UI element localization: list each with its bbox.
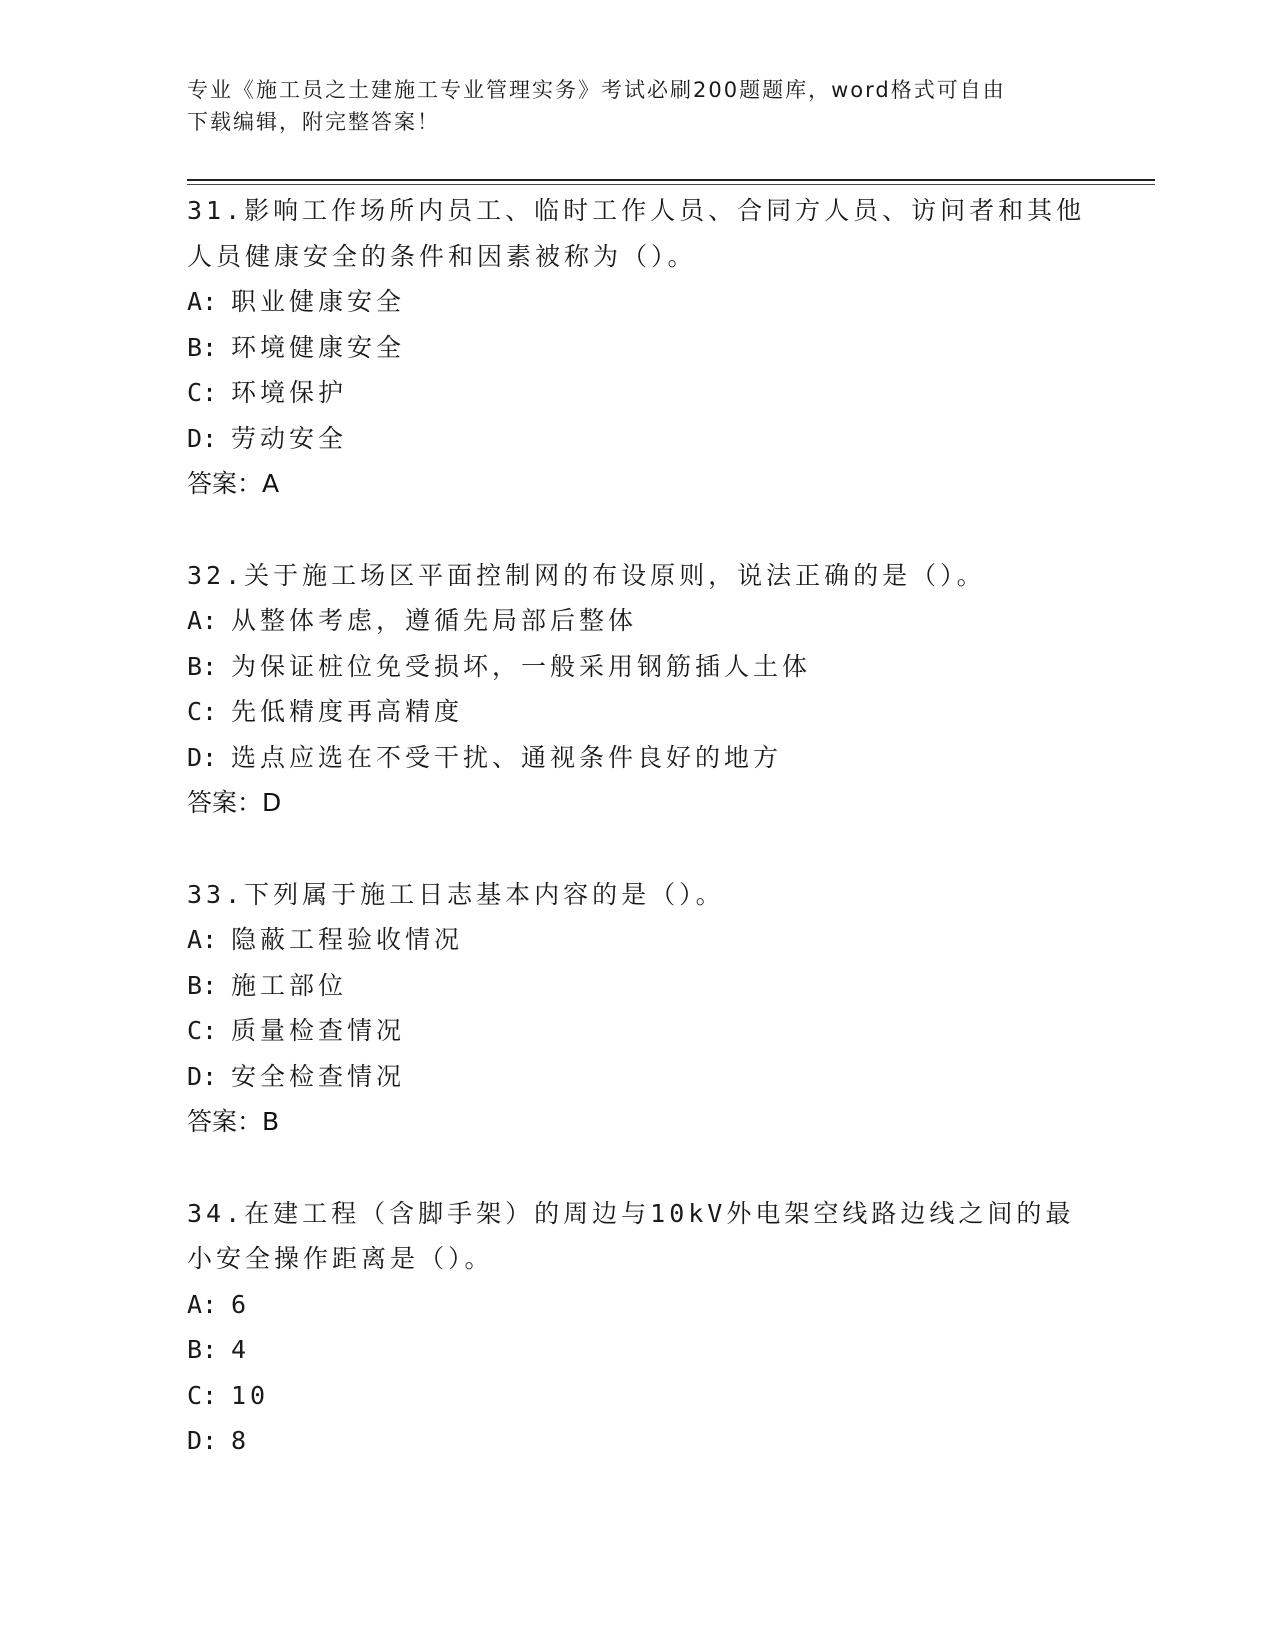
question-32 [187,553,1087,826]
option-d [187,1418,1087,1464]
option-text: 安全检查情况 [231,1061,406,1091]
option-text: 先低精度再高精度 [231,697,464,726]
option-a [187,598,1087,644]
option-a [187,917,1087,963]
answer-line: 答案：B [187,1107,280,1136]
option-letter: C: [187,1016,218,1045]
option-text: 6 [231,1289,251,1319]
option-text: 8 [231,1426,251,1455]
option-a [187,1282,1087,1328]
question-33 [187,872,1087,1145]
option-text: 为保证桩位免受损坏，一般采用钢筋插人土体 [231,651,812,681]
option-a [187,279,1087,325]
option-letter: D: [187,742,218,772]
option-text: 施工部位 [231,970,348,1000]
answer-line: 答案：D [187,788,282,817]
question-text: 34.在建工程（含脚手架）的周边与10kV外电架空线路边线之间的最小安全操作距离是（）。 [187,1198,1075,1273]
option-letter: C: [187,1380,218,1410]
option-b [187,644,1087,690]
option-b [187,325,1087,371]
option-d [187,1054,1087,1100]
document-header [187,74,1067,138]
option-text: 隐蔽工程验收情况 [231,925,464,954]
question-text: 33.下列属于施工日志基本内容的是（）。 [187,879,725,909]
option-letter: B: [187,970,218,1000]
question-list [187,188,1087,1464]
question-34 [187,1191,1087,1464]
option-letter: A: [187,287,218,316]
option-letter: C: [187,697,218,726]
header-line-2: 下载编辑，附完整答案！ [187,110,440,134]
option-letter: D: [187,423,218,453]
option-text: 环境健康安全 [231,332,406,362]
question-31 [187,188,1087,507]
option-text: 质量检查情况 [231,1016,406,1045]
option-letter: B: [187,651,218,681]
option-c [187,689,1087,735]
option-letter: B: [187,1335,218,1364]
option-text: 职业健康安全 [231,287,406,316]
option-letter: B: [187,332,218,362]
option-letter: A: [187,925,218,954]
option-d [187,416,1087,462]
option-letter: A: [187,1289,218,1319]
question-text: 31.影响工作场所内员工、临时工作人员、合同方人员、访问者和其他人员健康安全的条件和因素被称为（）。 [187,196,1086,271]
header-line-1: 专业《施工员之土建施工专业管理实务》考试必刷200题题库，word格式可自由 [187,78,1006,102]
question-text: 32.关于施工场区平面控制网的布设原则，说法正确的是（）。 [187,560,986,590]
option-text: 劳动安全 [231,423,348,453]
option-text: 从整体考虑，遵循先局部后整体 [231,606,638,635]
option-c [187,370,1087,416]
option-text: 4 [231,1335,251,1364]
header-divider-thick [187,179,1155,181]
option-d [187,735,1087,781]
option-letter: D: [187,1061,218,1091]
option-letter: A: [187,606,218,635]
option-letter: D: [187,1426,218,1455]
option-b [187,1327,1087,1373]
answer-line: 答案：A [187,469,280,498]
option-c [187,1008,1087,1054]
option-text: 选点应选在不受干扰、通视条件良好的地方 [231,742,783,772]
option-letter: C: [187,378,218,407]
option-b [187,963,1087,1009]
option-c [187,1373,1087,1419]
option-text: 10 [231,1380,270,1410]
option-text: 环境保护 [231,378,348,407]
header-divider-thin [187,184,1155,185]
